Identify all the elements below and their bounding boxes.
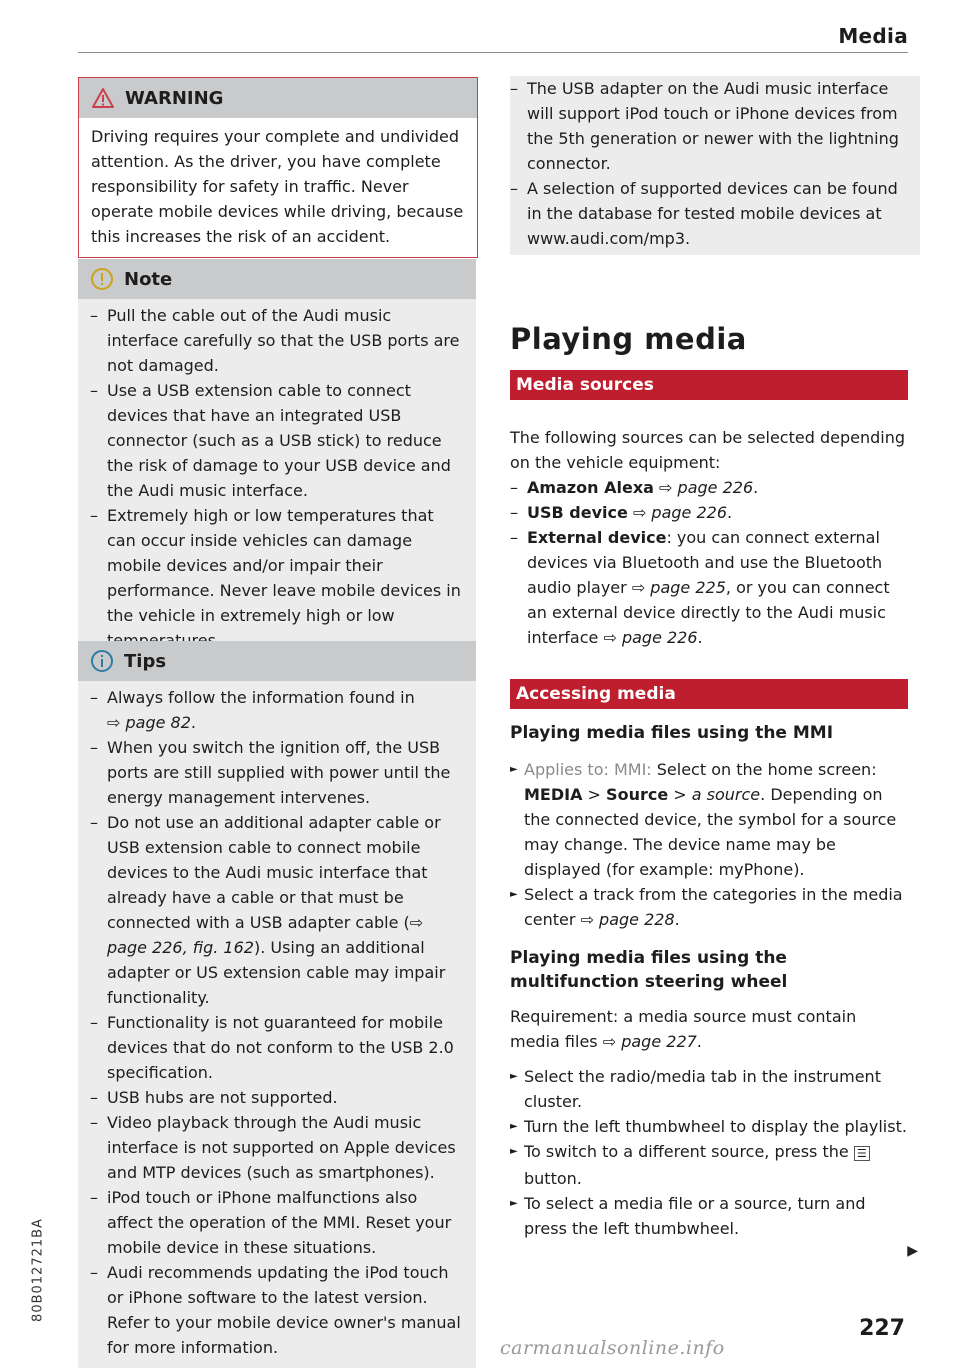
source-item: – External device: you can connect external devices via Bluetooth and use the Bluetooth audio player ⇨ page 225, or you can connect an external device directly to the Audi music interface ⇨ page 226. — [510, 525, 910, 650]
note-item: – Extremely high or low temperatures that can occur inside vehicles can damage mobile devices and/or impair their performance. Never leave mobile devices in the vehicle in extremely high or low — [90, 503, 464, 653]
tips-item: – USB hubs are not supported. — [90, 1085, 464, 1110]
menu-button-icon: ☰ — [854, 1146, 870, 1161]
note-item: – Use a USB extension cable to connect devices that have an integrated USB connector (such as a USB stick) to reduce the risk of damage to your USB device and the Audi music interface. — [90, 378, 464, 503]
requirement: Requirement: a media source must contain media files ⇨ page 227. — [510, 1007, 857, 1051]
warning-title: WARNING — [125, 87, 224, 109]
tips-item: – When you switch the ignition off, the USB ports are still supplied with power until the energy management intervenes. — [90, 735, 464, 810]
note-box — [78, 259, 476, 661]
warning-text: Driving requires your complete and undivided attention. As the driver, you have complete responsibility for safety in traffic. Never operate mobile devices while driving, because this increases the risk of an accident. — [91, 127, 464, 246]
page-ref[interactable]: ⇨ page 225 — [631, 578, 726, 597]
instruction-step: ► To select a media file or a source, turn and press the left thumbwheel. — [510, 1191, 910, 1241]
page-ref[interactable]: ⇨ page 227 — [602, 1032, 697, 1051]
note-header — [78, 259, 476, 299]
document-code — [28, 1195, 48, 1345]
instruction-step: ► To switch to a different source, press the ☰ button. — [510, 1139, 910, 1191]
tips-item: – A selection of supported devices can be found in the database for tested mobile devices at www.audi.com/mp3. — [510, 176, 908, 251]
tips-item: – iPod touch or iPhone malfunctions also affect the operation of the MMI. Reset your mobile device in these situations. — [90, 1185, 464, 1260]
tips-item: – Do not use an additional adapter cable or USB extension cable to connect mobile devices to the Audi music interface that already have a cable or that must be connected with a USB adapter cable (⇨ page 226, fig. 162). Using an additional adapter or US extension cable may impair functionality. — [90, 810, 464, 1010]
instruction-step: ► Turn the left thumbwheel to display the playlist. — [510, 1114, 910, 1139]
subheading-mmi: Playing media files using the MMI — [510, 723, 834, 743]
source-item: – Amazon Alexa ⇨ page 226. — [510, 475, 910, 500]
warning-header — [79, 78, 477, 118]
instruction-step: ► Applies to: MMI: Select on the home screen: MEDIA > Source > a source. Depending on the connected device, the symbol for a source may change. The device name may be displayed (for example: myPhone). — [510, 757, 910, 882]
instruction-step: ► Select the radio/media tab in the instrument cluster. — [510, 1064, 910, 1114]
section-band-media-sources: Media sources — [510, 370, 908, 400]
note-title: Note — [124, 268, 173, 290]
header-rule — [78, 52, 908, 53]
page-ref[interactable]: ⇨ page 226 — [659, 478, 754, 497]
page-heading: Playing media — [510, 322, 747, 356]
tips-continued-box — [510, 76, 920, 255]
subheading-steering-wheel: Playing media files using the multifunction steering wheel — [510, 948, 788, 992]
document-code-text: 80B012721BA — [30, 1218, 46, 1322]
tips-header — [78, 641, 476, 681]
tips-item: – Audi recommends updating the iPod touch or iPhone software to the latest version. Refer to your mobile device owner's manual for more information. — [90, 1260, 464, 1360]
page-ref[interactable]: ⇨ page 226 — [632, 503, 728, 522]
page-ref[interactable]: ⇨ page 82 — [107, 713, 191, 732]
exclamation-circle-icon — [90, 267, 114, 291]
page-ref[interactable]: ⇨ page 226 — [603, 628, 698, 647]
tips-item: – Functionality is not guaranteed for mobile devices that do not conform to the USB 2.0 specification. — [90, 1010, 464, 1085]
tips-item: – The USB adapter on the Audi music interface will support iPod touch or iPhone devices from the 5th generation or newer with the lightning connector. — [510, 76, 908, 176]
tips-title: Tips — [124, 650, 167, 672]
note-item: – Pull the cable out of the Audi music interface carefully so that the USB ports are not damaged. — [90, 303, 464, 378]
tips-box — [78, 641, 476, 1368]
continue-arrow-icon: ▶ — [907, 1243, 918, 1259]
sources-intro: The following sources can be selected depending on the vehicle equipment: — [510, 428, 905, 472]
warning-triangle-icon — [91, 87, 115, 109]
tips-item: – Always follow the information found in ⇨ page 82. — [90, 685, 464, 735]
page-number: 227 — [859, 1316, 905, 1341]
section-band-accessing-media: Accessing media — [510, 679, 908, 709]
info-circle-icon — [90, 649, 114, 673]
page-ref[interactable]: ⇨ page 226, fig. 162 — [107, 913, 424, 957]
media-sources-content — [510, 425, 910, 650]
page-ref[interactable]: ⇨ page 228 — [580, 910, 675, 929]
section-title: Media — [838, 24, 908, 48]
source-item: – USB device ⇨ page 226. — [510, 500, 910, 525]
watermark: carmanualsonline.info — [500, 1337, 725, 1359]
instruction-step: ► Select a track from the categories in the media center ⇨ page 228. — [510, 882, 910, 932]
accessing-media-content — [510, 721, 910, 1241]
warning-box — [78, 77, 478, 258]
tips-item: – Video playback through the Audi music interface is not supported on Apple devices and MTP devices (such as smartphones). — [90, 1110, 464, 1185]
